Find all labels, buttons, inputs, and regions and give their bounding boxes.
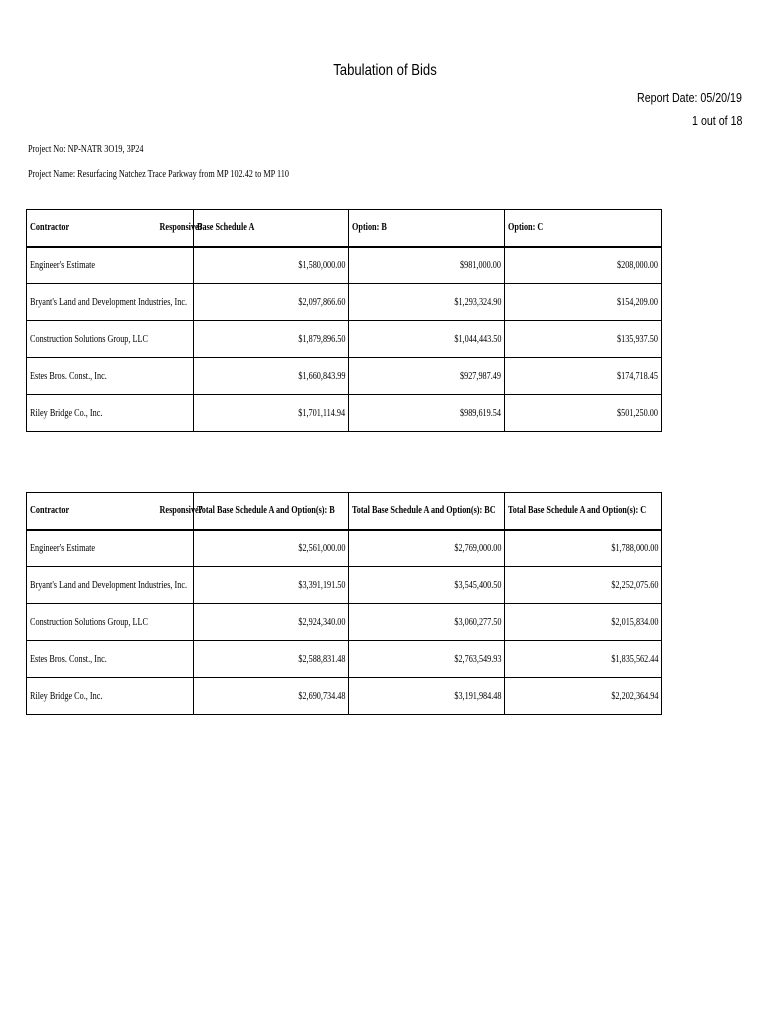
value-cell: $154,209.00 xyxy=(505,284,662,321)
header-contractor: Contractor xyxy=(27,493,147,530)
bids-table-base-options xyxy=(26,209,662,432)
table-row xyxy=(27,530,662,567)
header-responsive: Responsive? xyxy=(147,493,194,530)
contractor-cell: Construction Solutions Group, LLC xyxy=(27,604,194,641)
value-cell: $1,660,843.99 xyxy=(194,358,349,395)
table-row xyxy=(27,604,662,641)
contractor-cell: Engineer's Estimate xyxy=(27,530,194,567)
table-row xyxy=(27,321,662,358)
header-option-c: Option: C xyxy=(505,210,662,247)
table-row xyxy=(27,284,662,321)
value-cell: $2,252,075.60 xyxy=(505,567,662,604)
value-cell: $1,701,114.94 xyxy=(194,395,349,432)
value-cell: $1,293,324.90 xyxy=(349,284,505,321)
table-header-row xyxy=(27,210,662,247)
value-cell: $989,619.54 xyxy=(349,395,505,432)
project-number: Project No: NP-NATR 3O19, 3P24 xyxy=(28,144,144,155)
header-total-b: Total Base Schedule A and Option(s): B xyxy=(194,493,349,530)
table-row xyxy=(27,678,662,715)
value-cell: $1,835,562.44 xyxy=(505,641,662,678)
value-cell: $1,044,443.50 xyxy=(349,321,505,358)
header-responsive: Responsive? xyxy=(147,210,194,247)
bids-table-totals xyxy=(26,492,662,715)
contractor-cell: Riley Bridge Co., Inc. xyxy=(27,395,194,432)
value-cell: $1,788,000.00 xyxy=(505,530,662,567)
value-cell: $3,391,191.50 xyxy=(194,567,349,604)
contractor-cell: Construction Solutions Group, LLC xyxy=(27,321,194,358)
header-total-c: Total Base Schedule A and Option(s): C xyxy=(505,493,662,530)
table-row xyxy=(27,358,662,395)
header-total-bc: Total Base Schedule A and Option(s): BC xyxy=(349,493,505,530)
contractor-cell: Estes Bros. Const., Inc. xyxy=(27,358,194,395)
table-row xyxy=(27,641,662,678)
value-cell: $208,000.00 xyxy=(505,247,662,284)
value-cell: $2,015,834.00 xyxy=(505,604,662,641)
table-row xyxy=(27,567,662,604)
contractor-cell: Estes Bros. Const., Inc. xyxy=(27,641,194,678)
page-count: 1 out of 18 xyxy=(691,113,742,128)
value-cell: $2,561,000.00 xyxy=(194,530,349,567)
contractor-cell: Riley Bridge Co., Inc. xyxy=(27,678,194,715)
contractor-cell: Bryant's Land and Development Industries, Inc. xyxy=(27,284,194,321)
table-row xyxy=(27,247,662,284)
project-name: Project Name: Resurfacing Natchez Trace Parkway from MP 102.42 to MP 110 xyxy=(28,169,289,180)
value-cell: $174,718.45 xyxy=(505,358,662,395)
page-title: Tabulation of Bids xyxy=(333,62,437,79)
header-option-b: Option: B xyxy=(349,210,505,247)
value-cell: $3,545,400.50 xyxy=(349,567,505,604)
table-header-row xyxy=(27,493,662,530)
header-base-schedule-a: Base Schedule A xyxy=(194,210,349,247)
table-row xyxy=(27,395,662,432)
header-contractor: Contractor xyxy=(27,210,147,247)
value-cell: $1,580,000.00 xyxy=(194,247,349,284)
value-cell: $2,202,364.94 xyxy=(505,678,662,715)
contractor-cell: Bryant's Land and Development Industries, Inc. xyxy=(27,567,194,604)
value-cell: $1,879,896.50 xyxy=(194,321,349,358)
value-cell: $2,769,000.00 xyxy=(349,530,505,567)
value-cell: $2,924,340.00 xyxy=(194,604,349,641)
contractor-cell: Engineer's Estimate xyxy=(27,247,194,284)
value-cell: $927,987.49 xyxy=(349,358,505,395)
value-cell: $3,191,984.48 xyxy=(349,678,505,715)
value-cell: $135,937.50 xyxy=(505,321,662,358)
value-cell: $2,763,549.93 xyxy=(349,641,505,678)
value-cell: $2,097,866.60 xyxy=(194,284,349,321)
value-cell: $981,000.00 xyxy=(349,247,505,284)
value-cell: $2,690,734.48 xyxy=(194,678,349,715)
value-cell: $501,250.00 xyxy=(505,395,662,432)
value-cell: $2,588,831.48 xyxy=(194,641,349,678)
report-date: Report Date: 05/20/19 xyxy=(637,90,742,105)
value-cell: $3,060,277.50 xyxy=(349,604,505,641)
